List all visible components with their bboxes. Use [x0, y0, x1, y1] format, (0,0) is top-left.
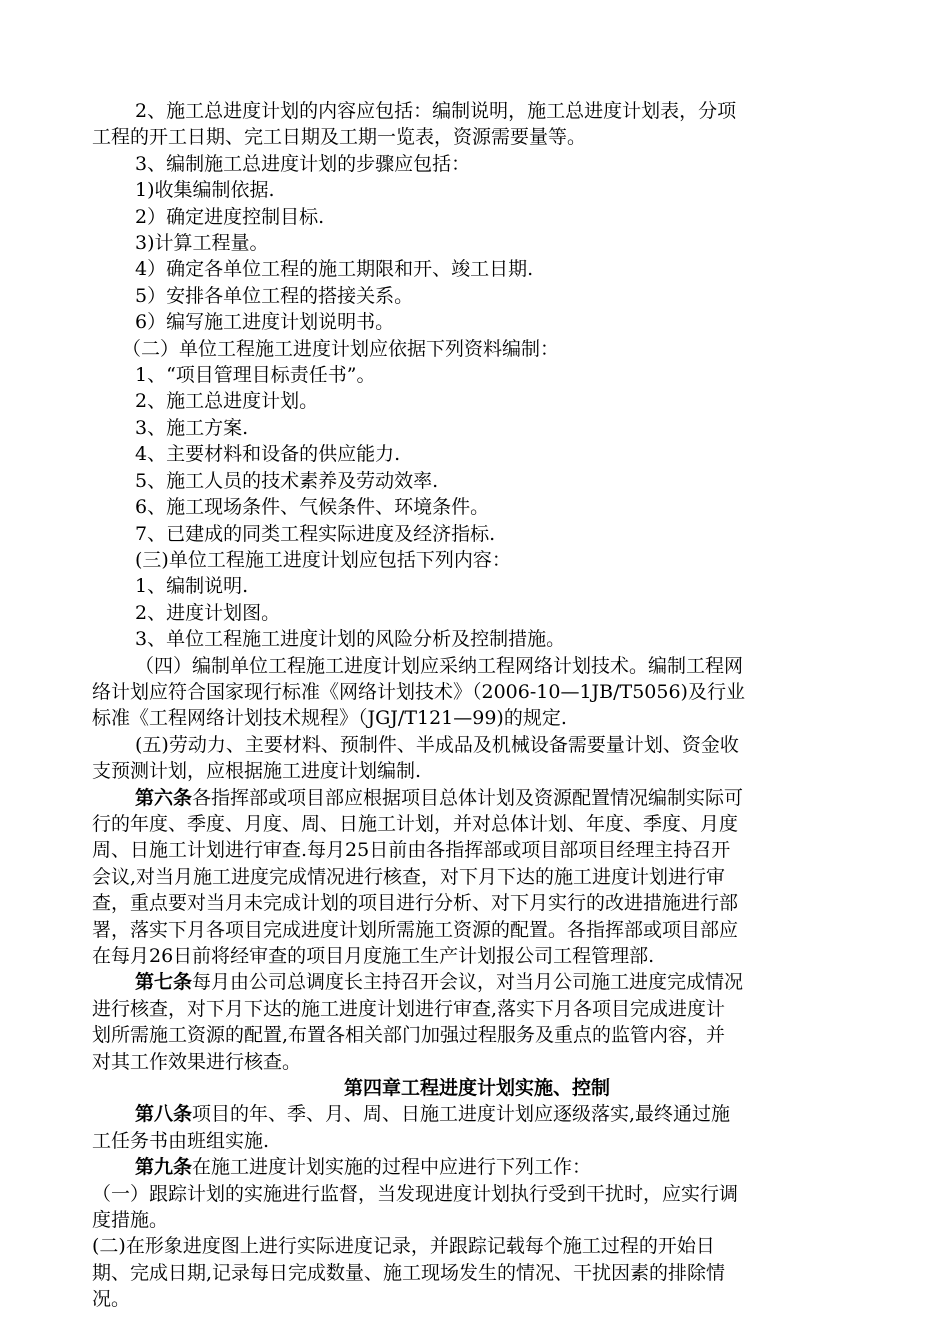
chapter-title: 第四章工程进度计划实施、控制 [343, 1077, 610, 1100]
list-item: （一）跟踪计划的实施进行监督，当发现进度计划执行受到干扰时，应实行调 [92, 1182, 739, 1205]
article-label: 第七条 [135, 971, 193, 994]
paragraph-line: 划所需施工资源的配置,布置各相关部门加强过程服务及重点的监管内容，并 [92, 1024, 726, 1047]
paragraph-line: 2、施工总进度计划的内容应包括：编制说明，施工总进度计划表，分项 [135, 100, 737, 122]
list-item: 1、编制说明. [135, 575, 249, 598]
list-item: 3、施工方案. [135, 416, 249, 439]
paragraph-line: (五)劳动力、主要材料、预制件、半成品及机械设备需要量计划、资金收 [135, 733, 739, 756]
paragraph-line: 标准《工程网络计划技术规程》（JGJ/T121—99)的规定. [92, 707, 567, 730]
paragraph-line: 络计划应符合国家现行标准《网络计划技术》（2006-10—1JB/T5056)及行业 [92, 680, 745, 703]
paragraph-line: 进行核查，对下月下达的施工进度计划进行审查,落实下月各项目完成进度计 [92, 997, 726, 1020]
list-item: 3)计算工程量。 [135, 232, 269, 255]
paragraph-line: 会议,对当月施工进度完成情况进行核查，对下月下达的施工进度计划进行审 [92, 865, 726, 888]
article-7-first-line [92, 969, 862, 995]
paragraph-line: 对其工作效果进行核查。 [92, 1050, 302, 1073]
article-9-first-line [92, 1154, 862, 1180]
list-item: 2、施工总进度计划。 [135, 390, 319, 413]
article-6-first-line [92, 785, 862, 811]
paragraph-line: （四）编制单位工程施工进度计划应采纳工程网络计划技术。编制工程网 [135, 654, 744, 677]
paragraph-line: 行的年度、季度、月度、周、日施工计划，并对总体计划、年度、季度、月度 [92, 812, 739, 835]
paragraph-line: 况。 [92, 1288, 131, 1311]
list-item: 4、主要材料和设备的供应能力. [135, 443, 401, 466]
list-item: 2、进度计划图。 [135, 601, 281, 624]
paragraph-line: 周、日施工计划进行审查.每月25日前由各指挥部或项目部项目经理主持召开 [92, 839, 731, 862]
article-text: 每月由公司总调度长主持召开会议，对当月公司施工进度完成情况 [192, 971, 744, 994]
paragraph-line: 署，落实下月各项目完成进度计划所需施工资源的配置。各指挥部或项目部应 [92, 918, 739, 941]
article-text: 各指挥部或项目部应根据项目总体计划及资源配置情况编制实际可 [192, 786, 744, 809]
paragraph-line: 期、完成日期,记录每日完成数量、施工现场发生的情况、干扰因素的排除情 [92, 1261, 726, 1284]
list-item: 2）确定进度控制目标. [135, 205, 325, 228]
list-item: 6、施工现场条件、气候条件、环境条件。 [135, 496, 490, 519]
paragraph-line: 3、编制施工总进度计划的步骤应包括： [135, 152, 471, 175]
paragraph-line: 度措施。 [92, 1209, 169, 1232]
article-label: 第六条 [135, 786, 193, 809]
article-8-first-line [92, 1101, 862, 1127]
section-heading: (三)单位工程施工进度计划应包括下列内容： [135, 548, 511, 571]
list-item: 1)收集编制依据. [135, 179, 275, 202]
article-label: 第九条 [135, 1156, 193, 1179]
list-item: 4）确定各单位工程的施工期限和开、竣工日期. [135, 258, 534, 281]
list-item: 7、已建成的同类工程实际进度及经济指标. [135, 522, 496, 545]
paragraph-line: 工任务书由班组实施. [92, 1129, 270, 1152]
list-item: 1、“项目管理目标责任书”。 [135, 364, 376, 387]
article-text: 在施工进度计划实施的过程中应进行下列工作： [192, 1156, 592, 1179]
paragraph-line: 查，重点要对当月未完成计划的项目进行分析、对下月实行的改进措施进行部 [92, 892, 739, 915]
article-label: 第八条 [135, 1103, 193, 1126]
list-item: 3、单位工程施工进度计划的风险分析及控制措施。 [135, 628, 566, 651]
paragraph-line: 工程的开工日期、完工日期及工期一览表，资源需要量等。 [92, 126, 587, 149]
article-text: 项目的年、季、月、周、日施工进度计划应逐级落实,最终通过施 [192, 1103, 731, 1126]
list-item: (二)在形象进度图上进行实际进度记录，并跟踪记载每个施工过程的开始日 [92, 1235, 715, 1258]
paragraph-line: 在每月26日前将经审查的项目月度施工生产计划报公司工程管理部. [92, 945, 655, 967]
section-heading: （二）单位工程施工进度计划应依据下列资料编制： [122, 337, 560, 360]
list-item: 6）编写施工进度计划说明书。 [135, 311, 395, 334]
paragraph-line: 支预测计划，应根据施工进度计划编制. [92, 760, 422, 783]
document-page [92, 98, 862, 1313]
list-item: 5）安排各单位工程的搭接关系。 [135, 284, 414, 307]
list-item: 5、施工人员的技术素养及劳动效率. [135, 469, 439, 492]
